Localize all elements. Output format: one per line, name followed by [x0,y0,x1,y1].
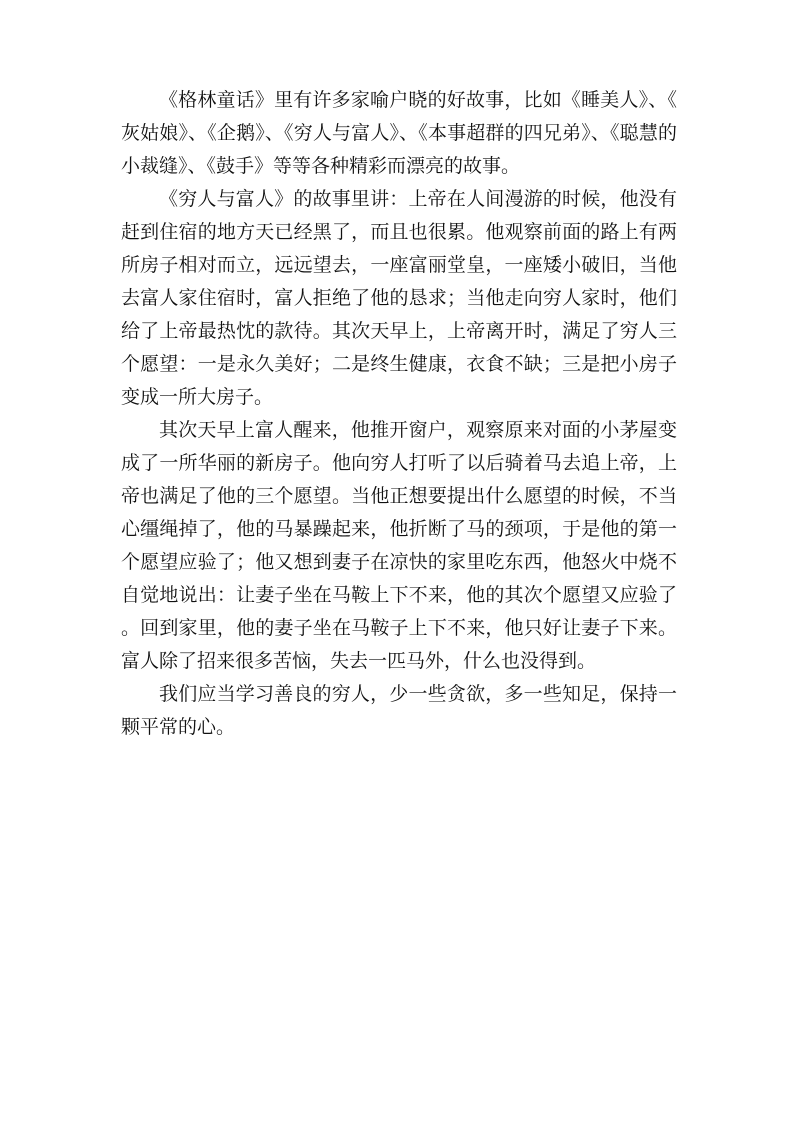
paragraph-story-summary: 《穷人与富人》的故事里讲：上帝在人间漫游的时候，他没有赶到住宿的地方天已经黑了，而且也很累。他观察前面的路上有两所房子相对而立，远远望去，一座富丽堂皇，一座矮小破旧，当他去富人家住宿时，富人拒绝了他的恳求；当他走向穷人家时，他们给了上帝最热忱的款待。其次天早上，上帝离开时，满足了穷人三个愿望：一是永久美好；二是终生健康，衣食不缺；三是把小房子变成一所大房子。 [121,188,677,408]
paragraph-conclusion: 我们应当学习善良的穷人，少一些贪欲，多一些知足，保持一颗平常的心。 [121,683,677,738]
document-body [121,84,677,744]
paragraph-rich-man: 其次天早上富人醒来，他推开窗户，观察原来对面的小茅屋变成了一所华丽的新房子。他向穷人打听了以后骑着马去追上帝，上帝也满足了他的三个愿望。当他正想要提出什么愿望的时候，不当心缰绳掉了，他的马暴躁起来，他折断了马的颈项，于是他的第一个愿望应验了；他又想到妻子在凉快的家里吃东西，他怒火中烧不自觉地说出：让妻子坐在马鞍上下不来，他的其次个愿望又应验了。回到家里，他的妻子坐在马鞍子上下不来，他只好让妻子下来。富人除了招来很多苦恼，失去一匹马外，什么也没得到。 [121,419,677,672]
paragraph-intro: 《格林童话》里有许多家喻户晓的好故事，比如《睡美人》、《灰姑娘》、《企鹅》、《穷人与富人》、《本事超群的四兄弟》、《聪慧的小裁缝》、《鼓手》等等各种精彩而漂亮的故事。 [121,89,677,177]
